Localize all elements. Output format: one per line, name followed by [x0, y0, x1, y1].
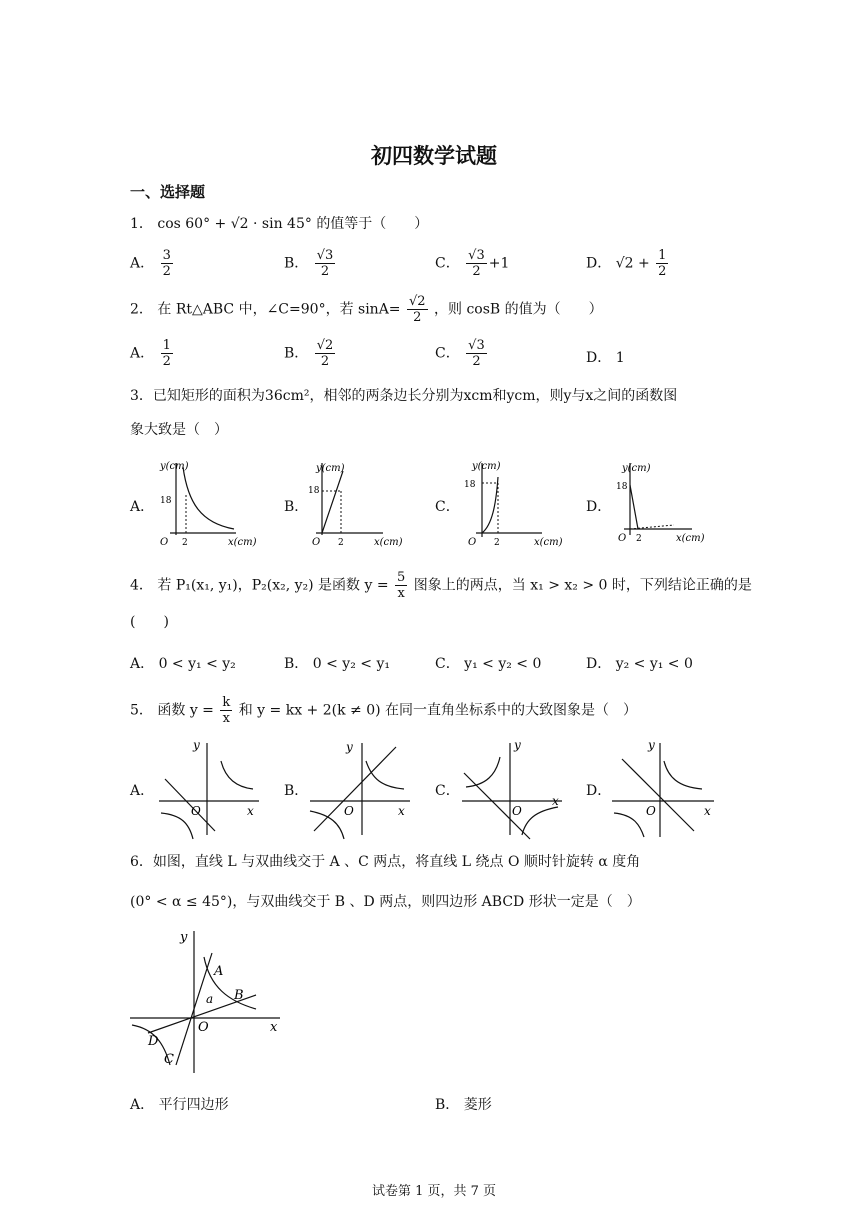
- q4-number: 4．: [130, 577, 153, 594]
- option-letter: B．: [284, 255, 309, 272]
- q3-number: 3．: [130, 388, 153, 404]
- q5-graph-a[interactable]: [155, 735, 265, 840]
- question-5: [130, 695, 637, 726]
- numerator: 5: [397, 570, 406, 585]
- tick-2: 2: [636, 534, 642, 544]
- option-letter: D．: [586, 255, 612, 272]
- option-prefix: √2 +: [615, 255, 650, 272]
- q4-option-a[interactable]: [130, 653, 236, 673]
- y-axis-label: y(cm): [472, 461, 501, 472]
- question-6-line-1: [130, 852, 640, 872]
- section-heading: 一、选择题: [130, 183, 206, 201]
- option-value: 1: [615, 350, 625, 366]
- q6-figure[interactable]: [128, 925, 288, 1075]
- origin-label: O: [312, 537, 321, 548]
- q3-graph-d[interactable]: [612, 455, 722, 550]
- option-letter: C．: [435, 255, 460, 272]
- option-value: 菱形: [463, 1097, 492, 1113]
- q1-option-d[interactable]: [586, 248, 670, 279]
- option-letter: B．: [435, 1097, 460, 1113]
- q2-option-c[interactable]: [435, 338, 489, 369]
- point-c-label: C: [164, 1052, 174, 1067]
- origin-label: O: [160, 537, 169, 548]
- q5-text-end: 和 y = kx + 2(k ≠ 0) 在同一直角坐标系中的大致图象是（ ）: [238, 702, 638, 719]
- q1-option-c[interactable]: [435, 248, 509, 279]
- option-letter: D．: [586, 656, 612, 672]
- q2-option-b[interactable]: [284, 338, 337, 369]
- q1-tail: 的值等于（ ）: [316, 216, 429, 232]
- denominator: 2: [320, 354, 330, 369]
- tick-18: 18: [160, 496, 172, 506]
- q3-option-c-letter[interactable]: C．: [435, 499, 460, 515]
- option-suffix: +1: [488, 255, 510, 272]
- fraction: [315, 338, 336, 369]
- numerator: √2: [409, 294, 426, 309]
- option-value: 0 < y₁ < y₂: [158, 656, 236, 672]
- x-axis-label: x(cm): [676, 533, 705, 544]
- origin-label: O: [468, 537, 477, 548]
- fraction: [161, 248, 173, 279]
- option-letter: A．: [130, 255, 155, 272]
- tick-2: 2: [494, 538, 500, 548]
- q5-graph-c[interactable]: [458, 735, 568, 840]
- denominator: 2: [162, 354, 171, 369]
- page-title: 初四数学试题: [371, 144, 497, 168]
- option-value: y₁ < y₂ < 0: [464, 656, 542, 672]
- option-letter: B．: [284, 345, 309, 362]
- q5-option-d-letter[interactable]: D．: [586, 783, 612, 799]
- q2-option-d[interactable]: [586, 347, 625, 367]
- denominator: 2: [658, 264, 667, 279]
- question-3-line-2: 象大致是（ ）: [130, 422, 228, 438]
- q5-option-a-letter[interactable]: A．: [130, 783, 155, 799]
- numerator: √3: [468, 248, 485, 263]
- point-d-label: D: [148, 1034, 159, 1049]
- y-axis-label: y: [193, 738, 200, 752]
- q1-expression: cos 60° + √2 · sin 45°: [157, 216, 312, 232]
- fraction: [466, 248, 487, 279]
- denominator: 2: [413, 310, 422, 325]
- fraction: [466, 338, 487, 369]
- denominator: x: [397, 586, 405, 601]
- x-axis-label: x: [704, 804, 711, 818]
- question-2: [130, 294, 603, 325]
- q4-text-end: 图象上的两点，当 x₁ > x₂ > 0 时，下列结论正确的是: [413, 577, 752, 594]
- q4-option-d[interactable]: [586, 653, 693, 673]
- y-axis-label: y(cm): [622, 463, 651, 474]
- question-1: [130, 214, 428, 234]
- q3-text: 已知矩形的面积为36cm²，相邻的两条边长分别为xcm和ycm，则y与x之间的函数图: [152, 388, 678, 404]
- q3-option-b-letter[interactable]: B．: [284, 499, 309, 515]
- tick-2: 2: [182, 538, 188, 548]
- q4-option-c[interactable]: [435, 653, 541, 673]
- x-axis-label: x(cm): [228, 537, 257, 548]
- origin-label: O: [344, 804, 354, 818]
- origin-label: O: [198, 1020, 209, 1035]
- q5-graph-b[interactable]: [306, 735, 416, 840]
- fraction: [395, 570, 407, 601]
- question-6-line-2: (0° < α ≤ 45°)，与双曲线交于 B 、D 两点，则四边形 ABCD 形状一定是（ ）: [130, 894, 641, 910]
- option-value: 0 < y₂ < y₁: [312, 656, 390, 672]
- tick-2: 2: [338, 538, 344, 548]
- option-value: 平行四边形: [158, 1097, 229, 1113]
- question-3-line-1: [130, 386, 677, 406]
- y-axis-label: y(cm): [160, 461, 189, 472]
- numerator: √3: [316, 248, 334, 263]
- q1-option-b[interactable]: [284, 248, 337, 279]
- fraction: [161, 338, 173, 369]
- denominator: x: [222, 711, 230, 726]
- q5-option-c-letter[interactable]: C．: [435, 783, 460, 799]
- x-axis-label: x: [398, 804, 405, 818]
- q3-option-d-letter[interactable]: D．: [586, 499, 612, 515]
- origin-label: O: [191, 804, 201, 818]
- q4-text: 若 P₁(x₁, y₁)，P₂(x₂, y₂) 是函数 y =: [157, 577, 389, 594]
- denominator: 2: [472, 354, 481, 369]
- fraction: [220, 695, 232, 726]
- question-4-line-2: ( ): [130, 614, 169, 630]
- numerator: 1: [658, 248, 667, 263]
- point-b-label: B: [234, 988, 244, 1003]
- q6-option-a[interactable]: [130, 1094, 229, 1114]
- numerator: √2: [316, 338, 334, 353]
- origin-label: O: [646, 804, 656, 818]
- point-a-label: A: [214, 964, 224, 979]
- q1-option-a[interactable]: [130, 248, 175, 279]
- option-letter: C．: [435, 656, 460, 672]
- x-axis-label: x(cm): [534, 537, 563, 548]
- q2-option-a[interactable]: [130, 338, 175, 369]
- fraction: [656, 248, 668, 279]
- q2-number: 2．: [130, 301, 153, 318]
- q6-number: 6．: [130, 854, 153, 870]
- y-axis-label: y(cm): [316, 463, 345, 474]
- q2-text: 在 Rt△ABC 中，∠C=90°，若 sinA=: [157, 301, 401, 318]
- q1-number: 1．: [130, 216, 153, 232]
- question-4-line-1: [130, 570, 752, 601]
- x-axis-label: x(cm): [374, 537, 403, 548]
- numerator: k: [222, 695, 231, 710]
- tick-18: 18: [616, 482, 628, 492]
- q6-option-b[interactable]: [435, 1094, 492, 1114]
- numerator: 3: [162, 248, 171, 263]
- tick-18: 18: [308, 486, 320, 496]
- option-letter: B．: [284, 656, 309, 672]
- q2-text-end: ，则 cosB 的值为（ ）: [434, 301, 603, 318]
- q6-text: 如图，直线 L 与双曲线交于 A 、C 两点，将直线 L 绕点 O 顺时针旋转 α 度角: [152, 854, 641, 870]
- q5-text: 函数 y =: [157, 702, 214, 719]
- denominator: 2: [162, 264, 171, 279]
- denominator: 2: [320, 264, 330, 279]
- x-axis-label: x: [247, 804, 254, 818]
- option-value: y₂ < y₁ < 0: [615, 656, 693, 672]
- numerator: √3: [468, 338, 485, 353]
- option-letter: A．: [130, 345, 155, 362]
- q5-number: 5．: [130, 702, 153, 719]
- x-axis-label: x: [552, 794, 559, 808]
- option-letter: A．: [130, 1097, 155, 1113]
- q3-graph-a[interactable]: [156, 455, 266, 550]
- q5-graph-d[interactable]: [610, 735, 720, 840]
- origin-label: O: [512, 804, 522, 818]
- y-axis-label: y: [514, 738, 521, 752]
- q3-graph-b[interactable]: [308, 455, 418, 550]
- x-axis-label: x: [270, 1020, 278, 1035]
- y-axis-label: y: [648, 738, 655, 752]
- fraction: [315, 248, 336, 279]
- numerator: 1: [162, 338, 171, 353]
- page-footer: 试卷第 1 页，共 7 页: [371, 1184, 497, 1199]
- y-axis-label: y: [180, 930, 188, 945]
- q4-option-b[interactable]: [284, 653, 390, 673]
- option-letter: A．: [130, 656, 155, 672]
- fraction: [407, 294, 428, 325]
- q3-graph-c[interactable]: [460, 455, 570, 550]
- angle-label: a: [206, 992, 214, 1006]
- q3-option-a-letter[interactable]: A．: [130, 499, 155, 515]
- option-letter: D．: [586, 350, 612, 366]
- tick-18: 18: [464, 480, 476, 490]
- q5-option-b-letter[interactable]: B．: [284, 783, 309, 799]
- origin-label: O: [618, 533, 627, 544]
- option-letter: C．: [435, 345, 460, 362]
- denominator: 2: [472, 264, 481, 279]
- y-axis-label: y: [346, 740, 353, 754]
